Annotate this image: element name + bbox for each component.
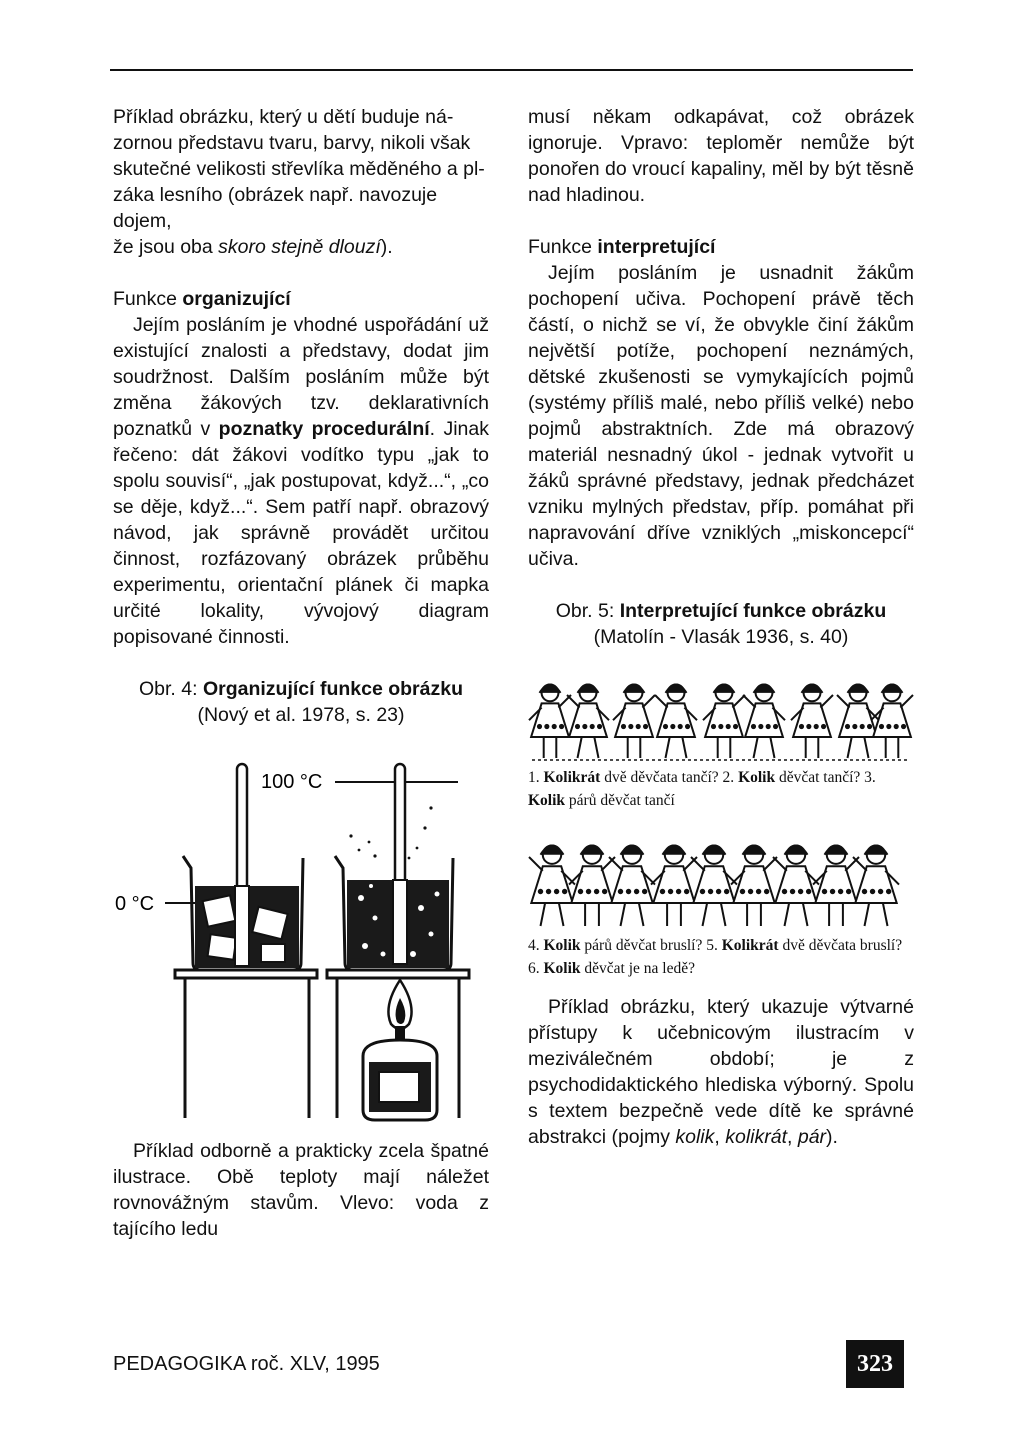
text-line: Příklad obrázku, který u dětí buduje ná- [113, 106, 454, 128]
figure-4-title: Organizující funkce obrázku [202, 678, 463, 700]
caption-text: párů děvčat bruslí? 5. [580, 937, 722, 954]
figure-5-caption: Obr. 5: Interpretující funkce obrázku [555, 600, 887, 622]
figure-4-source: (Nový et al. 1978, s. 23) [197, 704, 405, 726]
caption-text: 4. [528, 937, 544, 954]
girl-figure [703, 685, 745, 759]
girl-figure [613, 685, 655, 759]
section-heading-bold: interpretující [597, 236, 716, 258]
caption-text: dvě děvčata bruslí? 6. [528, 937, 903, 977]
label-100c: 100 °C [261, 771, 323, 793]
journal-footer: PEDAGOGIKA roč. XLV, 1995 [113, 1353, 380, 1375]
girl-figure [529, 685, 571, 759]
bold-word: Kolikrát [543, 769, 601, 786]
caption-text: 1. [528, 769, 544, 786]
figure-5-source: (Matolín - Vlasák 1936, s. 40) [593, 626, 849, 648]
skating-girls-illustration [528, 822, 914, 932]
girl-figure [691, 846, 737, 927]
caption-text: děvčat je na ledě? [580, 960, 696, 977]
dancing-girls-illustration [528, 668, 914, 764]
figure-4-text: Příklad odborně a prakticky zcela špatné ilustrace. Obě teploty mají náležet rovnovážným stavům. Vlevo: voda z tajícího ledu [113, 1140, 489, 1240]
text-line: záka lesního (obrázek např. navozuje dojem, [113, 184, 438, 232]
figure-5-title: Interpretující funkce obrázku [619, 600, 887, 622]
girl-figure [609, 846, 655, 927]
italic-term: kolik [675, 1126, 715, 1148]
section-heading-organizing: Funkce organizující [113, 288, 291, 310]
section-heading-interpreting: Funkce interpretující [528, 236, 716, 258]
bold-term: poznatky procedurální [218, 418, 430, 440]
right-column [528, 104, 914, 1150]
italic-term: kolikrát [725, 1126, 788, 1148]
figure-4-description [113, 1138, 489, 1242]
continued-paragraph: musí někam odkapávat, což obrázek ignoruje. Vpravo: teploměr nemůže být ponořen do vroucí kapaliny, měl by být těsně nad hladinou. [528, 106, 914, 206]
girl-figure [651, 846, 697, 927]
figure-4-caption: Obr. 4: Organizující funkce obrázku [138, 678, 463, 700]
skating-caption [528, 934, 914, 980]
text-line: že jsou oba [113, 236, 219, 258]
figure-4-illustration [113, 758, 489, 1132]
interpreting-paragraph: Jejím posláním je usnadnit žákům pochopení učiva. Pochopení právě těch částí, o nichž se ví, že obvykle činí žákům největší potíže, pochopení neznámých, dětské zkušenosti se vymykajících pojmů (systémy příliš malé, nebo příliš velké) nebo pojmů abstraktních. Zde má obrazový materiál nesnadný úkol - jednak vytvořit u žáků správné představy, jednak předcházet vzniku mylných představ, příp. pomáhat při napravování dříve vzniklých „miskoncepcí“ učiva. [528, 262, 914, 570]
girl-figure [773, 846, 819, 927]
left-column [113, 104, 489, 738]
beakers-thermometers-drawing [113, 758, 489, 1132]
final-paragraph: Příklad obrázku, který ukazuje výtvarné přístupy k učebnicovým ilustracím v meziválečném období; je z psychodidaktického hlediska výborný. Spolu s textem bezpečně vede dítě ke správné abstrakci (pojmy kolik, kolikrát, pár). [528, 996, 914, 1148]
text-end: ). [380, 236, 393, 258]
bold-word: Kolik [738, 769, 776, 786]
girl-figure [731, 846, 777, 927]
organizing-paragraph: Jejím posláním je vhodné uspořádání už existující znalosti a představy, dodat jim soudržnost. Dalším posláním může být změna žákových tzv. deklarativních poznatků v poznatky procedurální. Jinak řečeno: dát žákovi vodítko typu „jak to spolu souvisí“, „jak postupovat, když...“, „co se děje, když...“. Sem patří např. obrazový návod, jak správně provádět určitou činnost, rozfázovaný obrázek průběhu experimentu, orientační plánek či mapka určité lokality, vývojový diagram popisované činnosti. [113, 314, 489, 648]
bold-word: Kolik [528, 792, 566, 809]
girl-figure [567, 685, 609, 759]
girl-figure [853, 846, 899, 927]
girl-figure [837, 685, 879, 759]
girl-figure [871, 685, 913, 759]
bold-word: Kolik [543, 960, 581, 977]
italic-phrase: skoro stejně dlouzí [218, 236, 381, 258]
caption-text: dvě děvčata tančí? 2. [600, 769, 739, 786]
page-number: 323 [846, 1340, 904, 1388]
dancing-caption [528, 766, 914, 812]
bold-word: Kolikrát [721, 937, 779, 954]
top-rule [110, 69, 913, 71]
text-line: zornou představu tvaru, barvy, nikoli však [113, 132, 471, 154]
label-0c: 0 °C [115, 893, 155, 915]
girl-figure [791, 685, 833, 759]
girl-figure [655, 685, 697, 759]
caption-text: párů děvčat tančí [565, 792, 675, 809]
girl-figure [743, 685, 785, 759]
girl-figure [529, 846, 575, 927]
intro-paragraph [113, 104, 489, 260]
italic-term: pár [797, 1126, 827, 1148]
caption-text: děvčat tančí? 3. [775, 769, 876, 786]
girl-figure [569, 846, 615, 927]
girl-figure [813, 846, 859, 927]
bold-word: Kolik [543, 937, 581, 954]
section-heading-bold: organizující [182, 288, 291, 310]
text-line: skutečné velikosti střevlíka měděného a pl- [113, 158, 485, 180]
